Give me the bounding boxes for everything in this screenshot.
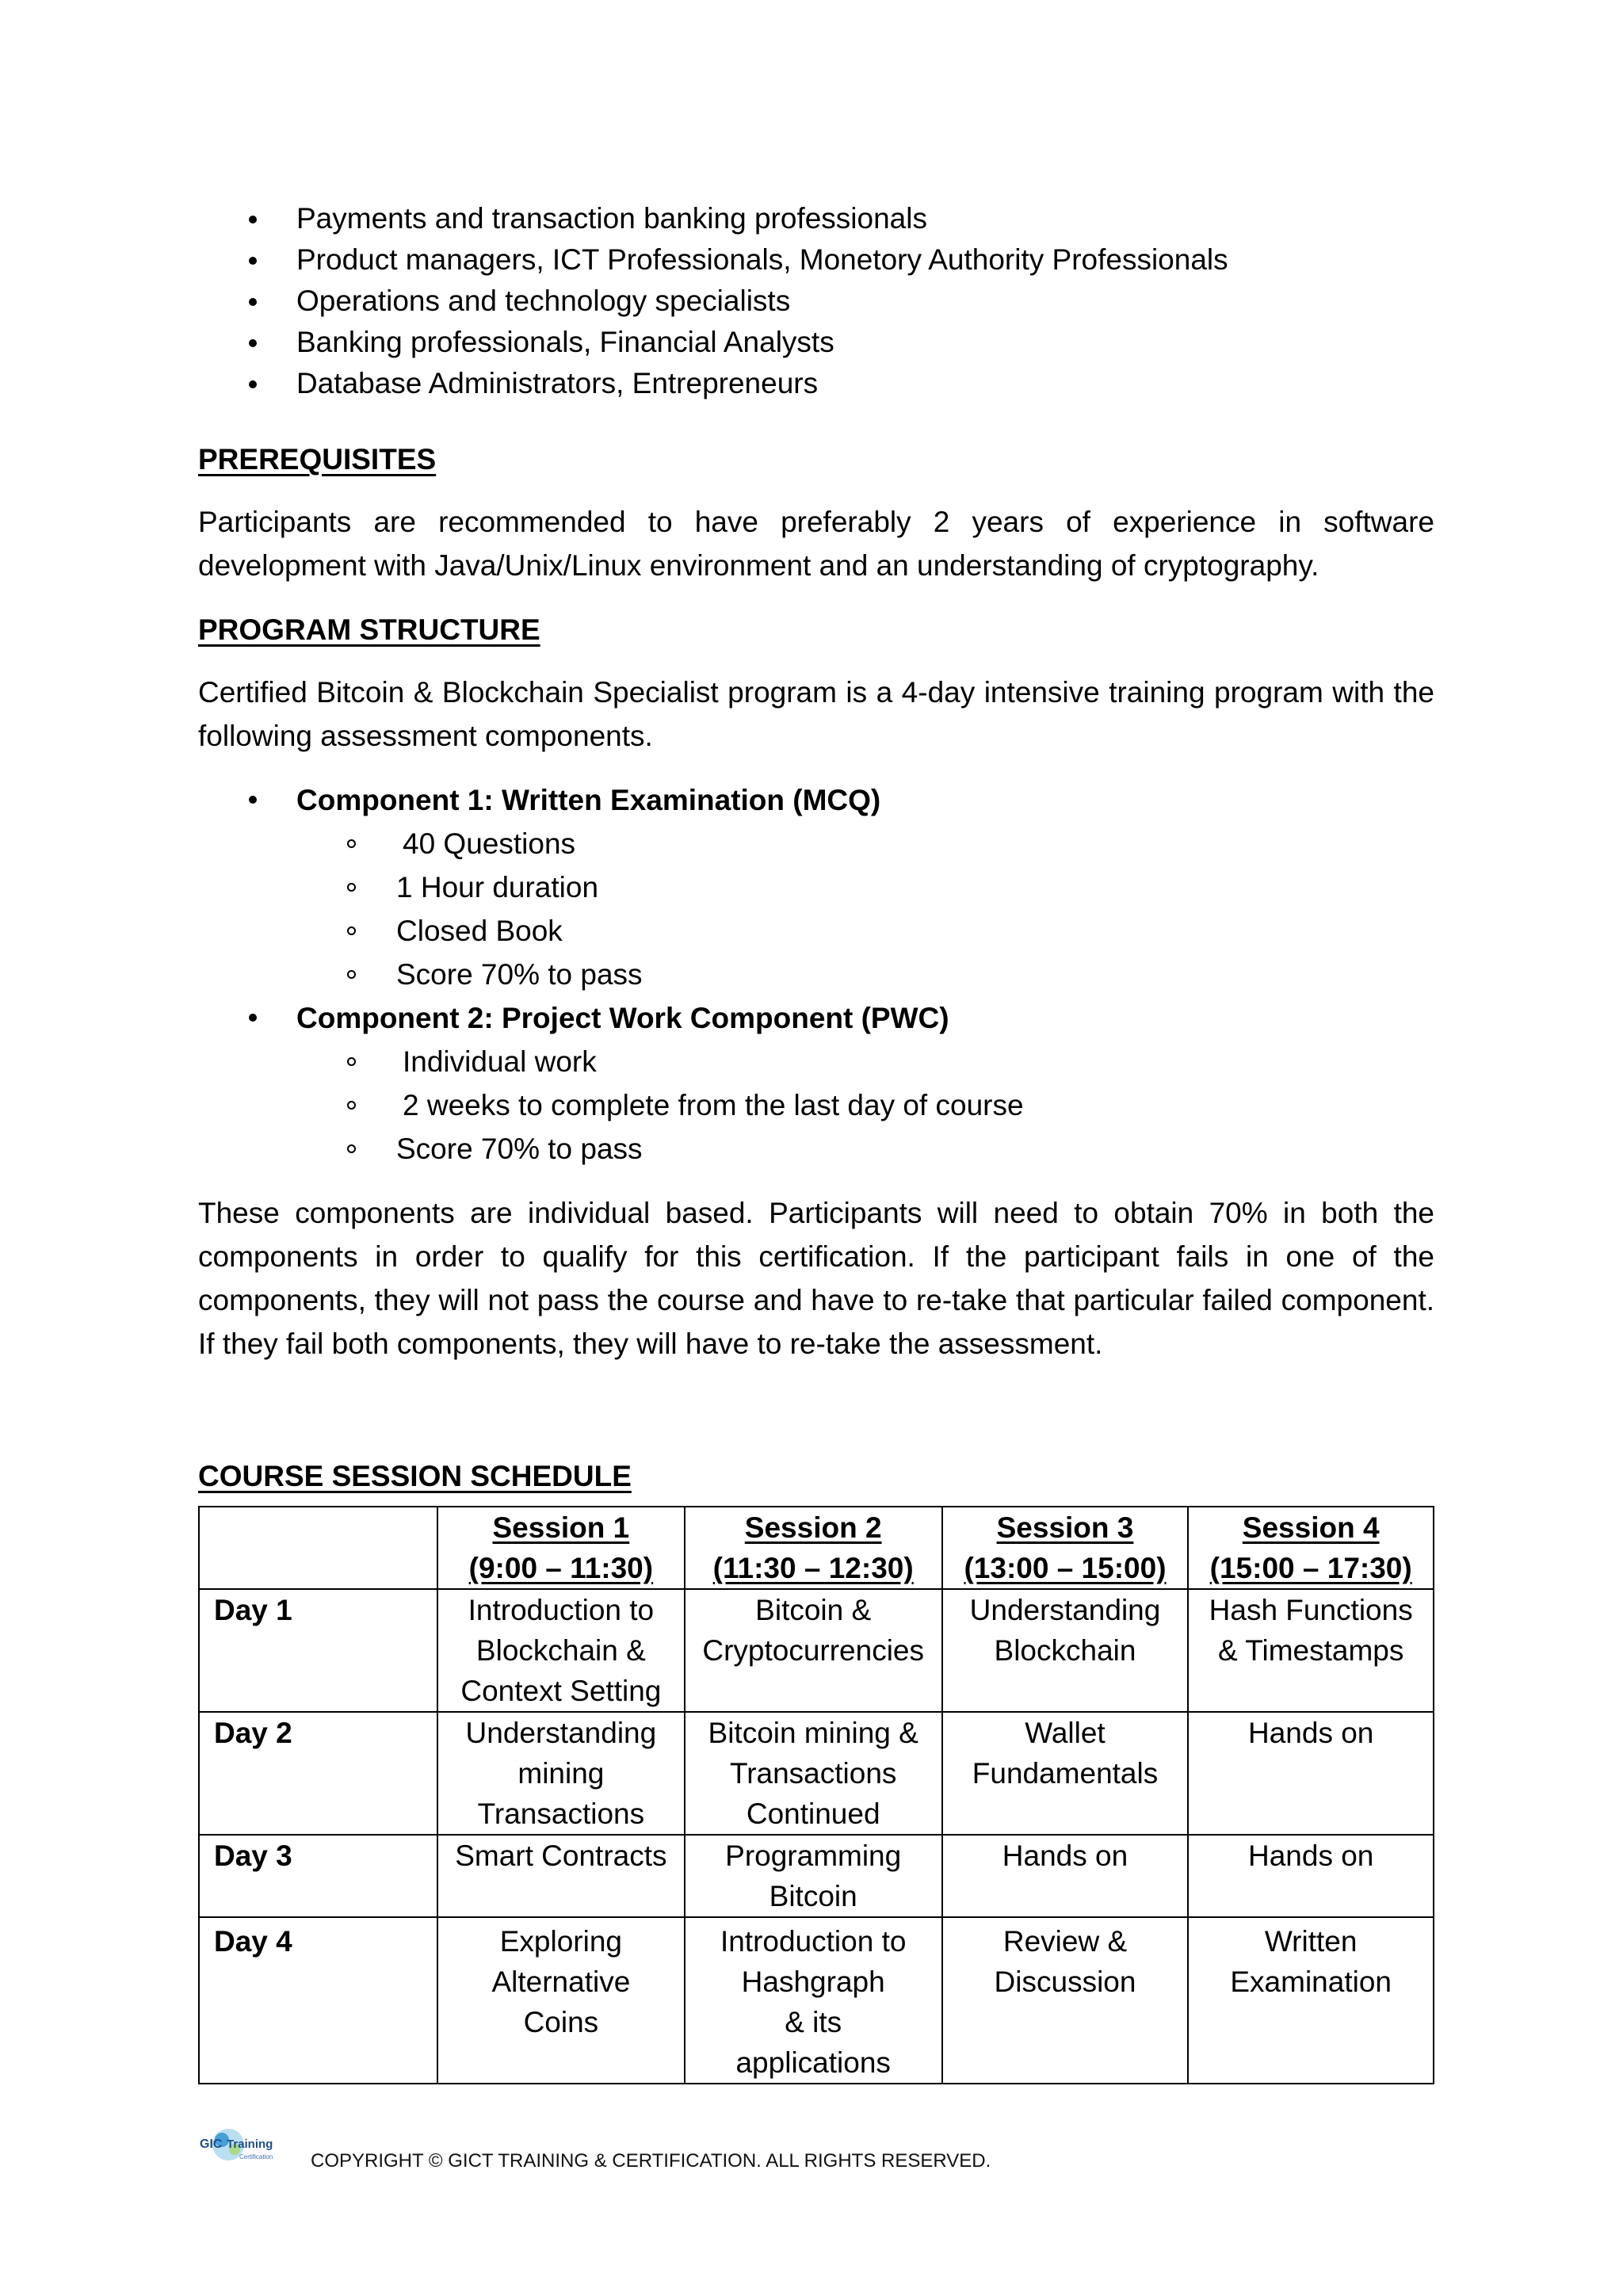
components-list xyxy=(198,778,1434,1171)
list-item-text: 2 weeks to complete from the last day of course xyxy=(403,1089,1024,1121)
page-footer xyxy=(198,2124,1434,2187)
session-header xyxy=(942,1507,1189,1589)
list-item-text: Individual work xyxy=(403,1045,597,1078)
list-item-text: Score 70% to pass xyxy=(396,1133,643,1165)
day-label: Day 3 xyxy=(199,1835,437,1917)
schedule-table xyxy=(198,1506,1434,2084)
table-cell xyxy=(437,1917,685,2084)
list-item-text: Database Administrators, Entrepreneurs xyxy=(296,367,819,399)
bullet-icon xyxy=(249,339,257,347)
svg-text:Training: Training xyxy=(227,2137,273,2151)
list-item xyxy=(198,953,1434,996)
cell-line: mining xyxy=(517,1757,605,1790)
session-header xyxy=(685,1507,942,1589)
bullet-icon xyxy=(249,380,257,388)
cell-line: Introduction to xyxy=(468,1594,655,1626)
day-label: Day 4 xyxy=(199,1917,437,2084)
svg-text:GIC: GIC xyxy=(200,2137,223,2151)
table-cell xyxy=(1188,1589,1434,1712)
schedule-heading: COURSE SESSION SCHEDULE xyxy=(198,1460,632,1492)
component-item xyxy=(198,996,1434,1171)
prerequisites-text: Participants are recommended to have preferably 2 years of experience in software development with Java/Unix/Linux environment and an understanding of cryptography. xyxy=(198,506,1434,582)
component-sublist xyxy=(198,822,1434,996)
cell-line: applications xyxy=(735,2046,891,2079)
session-time: (11:30 – 12:30) xyxy=(712,1552,914,1584)
cell-line: Cryptocurrencies xyxy=(702,1634,925,1667)
cell-line: Bitcoin xyxy=(769,1880,857,1912)
list-item xyxy=(198,909,1434,953)
program-structure-intro: Certified Bitcoin & Blockchain Specialist program is a 4-day intensive training program with the following assessment components. xyxy=(198,676,1434,752)
cell-line: Alternative xyxy=(491,1966,631,1998)
cell-line: Understanding xyxy=(969,1594,1161,1626)
session-time: (15:00 – 17:30) xyxy=(1209,1552,1412,1584)
list-item-text: Payments and transaction banking professionals xyxy=(296,202,927,235)
table-cell xyxy=(685,1917,942,2084)
circle-bullet-icon xyxy=(347,926,356,935)
program-structure-closing: These components are individual based. Participants will need to obtain 70% in both the components in order to qualify for this certification. If the participant fails in one of the components, they will not pass the course and have to re-take that particular failed component. If they fail both components, they will have to re-take the assessment. xyxy=(198,1197,1434,1360)
cell-line: Written xyxy=(1264,1925,1358,1958)
circle-bullet-icon xyxy=(347,970,356,979)
cell-line: Blockchain & xyxy=(475,1634,646,1667)
list-item xyxy=(198,363,1434,404)
table-cell xyxy=(437,1712,685,1835)
circle-bullet-icon xyxy=(347,1101,356,1110)
cell-line: Hands on xyxy=(1247,1717,1374,1749)
list-item-text: Closed Book xyxy=(396,915,563,947)
cell-line: Review & xyxy=(1002,1925,1128,1958)
cell-line: Wallet xyxy=(1025,1717,1106,1749)
cell-line: Programming xyxy=(725,1839,902,1872)
day-label: Day 1 xyxy=(199,1589,437,1712)
list-item-text: 40 Questions xyxy=(403,827,576,860)
table-cell xyxy=(685,1589,942,1712)
cell-line: Hashgraph xyxy=(741,1966,885,1998)
circle-bullet-icon xyxy=(347,1144,356,1153)
bullet-icon xyxy=(249,216,257,223)
list-item-text: Operations and technology specialists xyxy=(296,285,791,317)
table-row xyxy=(199,1589,1434,1712)
table-cell xyxy=(942,1589,1189,1712)
component-sublist xyxy=(198,1040,1434,1171)
list-item xyxy=(198,865,1434,909)
session-name: Session 2 xyxy=(744,1511,882,1544)
list-item xyxy=(198,322,1434,363)
copyright-text: COPYRIGHT © GICT TRAINING & CERTIFICATION. ALL RIGHTS RESERVED. xyxy=(311,2150,991,2172)
session-name: Session 1 xyxy=(492,1511,630,1544)
gict-logo-icon xyxy=(198,2124,285,2168)
list-item xyxy=(198,198,1434,239)
session-time: (13:00 – 15:00) xyxy=(964,1552,1167,1584)
table-cell xyxy=(685,1712,942,1835)
list-item-text: Banking professionals, Financial Analysts xyxy=(296,326,834,358)
table-row xyxy=(199,1712,1434,1835)
session-time: (9:00 – 11:30) xyxy=(468,1552,654,1584)
cell-line: & its xyxy=(785,2006,842,2038)
cell-line: Fundamentals xyxy=(972,1757,1159,1790)
cell-line: Discussion xyxy=(994,1966,1136,1998)
audience-list xyxy=(198,198,1434,404)
table-cell xyxy=(685,1835,942,1917)
cell-line: Bitcoin mining & xyxy=(708,1717,918,1749)
table-cell xyxy=(942,1917,1189,2084)
cell-line: Hands on xyxy=(1247,1839,1374,1872)
table-cell xyxy=(942,1712,1189,1835)
list-item-text: 1 Hour duration xyxy=(396,871,599,904)
cell-line: Bitcoin & xyxy=(755,1594,872,1626)
prerequisites-heading: PREREQUISITES xyxy=(198,443,437,476)
list-item xyxy=(198,1127,1434,1171)
table-row xyxy=(199,1835,1434,1917)
session-name: Session 3 xyxy=(996,1511,1134,1544)
cell-line: Understanding xyxy=(465,1717,657,1749)
bullet-icon xyxy=(249,298,257,306)
day-label: Day 2 xyxy=(199,1712,437,1835)
cell-line: Transactions xyxy=(477,1797,645,1830)
list-item xyxy=(198,239,1434,281)
cell-line: Continued xyxy=(746,1797,880,1830)
table-cell xyxy=(1188,1835,1434,1917)
component-title: Component 2: Project Work Component (PWC) xyxy=(296,1002,949,1034)
program-structure-heading: PROGRAM STRUCTURE xyxy=(198,613,540,646)
table-row xyxy=(199,1917,1434,2084)
cell-line: Examination xyxy=(1230,1966,1392,1998)
bullet-icon xyxy=(249,1014,257,1022)
bullet-icon xyxy=(249,257,257,265)
list-item xyxy=(198,1083,1434,1127)
table-cell xyxy=(1188,1712,1434,1835)
bullet-icon xyxy=(249,796,257,804)
table-cell xyxy=(1188,1917,1434,2084)
session-name: Session 4 xyxy=(1242,1511,1380,1544)
svg-text:Certification: Certification xyxy=(239,2153,273,2160)
table-corner-cell xyxy=(199,1507,437,1589)
cell-line: Context Setting xyxy=(460,1675,662,1707)
cell-line: Exploring xyxy=(499,1925,622,1958)
component-title: Component 1: Written Examination (MCQ) xyxy=(296,784,881,816)
session-header xyxy=(1188,1507,1434,1589)
table-cell xyxy=(942,1835,1189,1917)
cell-line: Hash Functions xyxy=(1209,1594,1413,1626)
list-item xyxy=(198,822,1434,865)
document-page xyxy=(198,198,1434,2084)
table-header-row xyxy=(199,1507,1434,1589)
circle-bullet-icon xyxy=(347,1057,356,1066)
cell-line: Transactions xyxy=(729,1757,897,1790)
cell-line: Introduction to xyxy=(720,1925,907,1958)
list-item xyxy=(198,281,1434,322)
list-item-text: Score 70% to pass xyxy=(396,958,643,991)
circle-bullet-icon xyxy=(347,839,356,848)
session-header xyxy=(437,1507,685,1589)
table-cell xyxy=(437,1589,685,1712)
component-item xyxy=(198,778,1434,996)
circle-bullet-icon xyxy=(347,883,356,892)
cell-line: Smart Contracts xyxy=(455,1839,667,1872)
cell-line: Coins xyxy=(523,2006,599,2038)
list-item-text: Product managers, ICT Professionals, Monetory Authority Professionals xyxy=(296,243,1228,276)
cell-line: & Timestamps xyxy=(1217,1634,1404,1667)
cell-line: Hands on xyxy=(1002,1839,1128,1872)
table-cell xyxy=(437,1835,685,1917)
cell-line: Blockchain xyxy=(994,1634,1136,1667)
list-item xyxy=(198,1040,1434,1083)
